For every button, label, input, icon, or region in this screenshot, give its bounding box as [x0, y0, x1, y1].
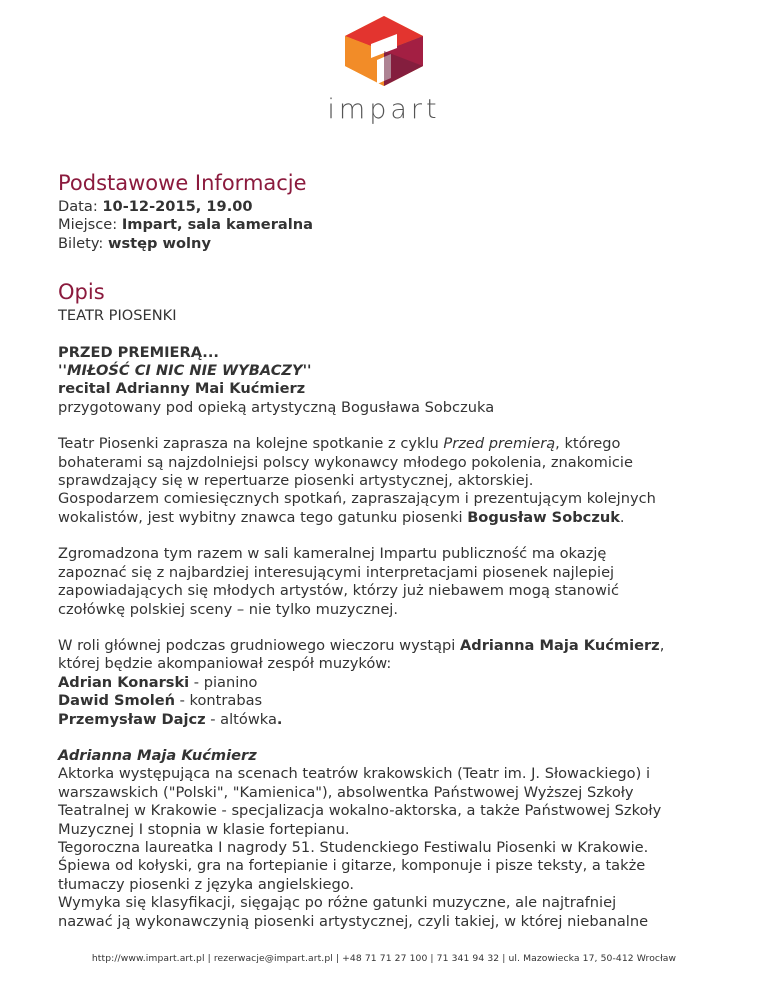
musician-instrument: - pianino: [189, 673, 258, 691]
musician-name: Adrian Konarski: [58, 673, 190, 691]
bio-line-4: Muzycznej I stopnia w klasie fortepianu.: [58, 820, 350, 838]
impart-logo-icon: [339, 14, 429, 88]
bio-line-2: warszawskich ("Polski", "Kamienica"), absolwentka Państwowej Wyższej Szkoły: [58, 783, 634, 801]
section-heading-opis: Opis: [58, 280, 105, 305]
title-line-2: [58, 362, 718, 380]
musician-2: [58, 692, 718, 710]
text: ,: [659, 636, 665, 654]
text: .: [619, 508, 625, 526]
date-label: Data:: [58, 198, 98, 215]
text: W roli głównej podczas grudniowego wieczoru wystąpi: [58, 636, 460, 654]
paragraph-1-line-5: [58, 509, 718, 527]
title-before-premiere: PRZED PREMIERĄ...: [58, 343, 219, 361]
paragraph-2-line-1: Zgromadzona tym razem w sali kameralnej Impartu publiczność ma okazję: [58, 545, 607, 563]
paragraph-1-line-3: sprawdzający się w repertuarze piosenki artystycznej, aktorskiej.: [58, 472, 534, 490]
paragraph-2-line-2: zapoznać się z najbardziej interesującymi interpretacjami piosenek najlepiej: [58, 563, 615, 581]
paragraph-1-line-2: bohaterami są najzdolniejsi polscy wykonawcy młodego pokolenia, znakomicie: [58, 453, 633, 471]
musician-3: [58, 711, 718, 729]
date-value: 10-12-2015, 19.00: [102, 198, 253, 215]
musician-instrument: - altówka: [205, 710, 277, 728]
bio-line-6: Śpiewa od kołyski, gra na fortepianie i gitarze, komponuje i pisze teksty, a także: [58, 857, 646, 875]
tickets-label: Bilety:: [58, 234, 104, 252]
place-line: [58, 216, 718, 234]
bio-line-1: Aktorka występująca na scenach teatrów krakowskich (Teatr im. J. Słowackiego) i: [58, 765, 651, 783]
impart-logo: [0, 14, 768, 125]
bio-artist-name: Adrianna Maja Kućmierz: [58, 746, 257, 764]
tickets-line: [58, 235, 718, 253]
place-label: Miejsce:: [58, 216, 118, 234]
logo-wordmark: impart: [327, 94, 441, 125]
paragraph-1-line-4: Gospodarzem comiesięcznych spotkań, zapraszającym i prezentującym kolejnych: [58, 490, 656, 508]
section-heading-info: Podstawowe Informacje: [58, 171, 307, 195]
musician-name: Przemysław Dajcz: [58, 710, 206, 728]
musician-1: [58, 674, 718, 692]
artist-name: Adrianna Maja Kućmierz: [459, 636, 660, 654]
page-footer: http://www.impart.art.pl | rezerwacje@impart.art.pl | +48 71 71 27 100 | 71 341 94 32 | ul. Mazowiecka 17, 50-412 Wrocław: [91, 953, 677, 964]
text: .: [276, 710, 283, 728]
bio-line-3: Teatralnej w Krakowie - specjalizacja wokalno-aktorska, a także Państwowej Szkoły: [58, 802, 662, 820]
musician-instrument: - kontrabas: [175, 692, 263, 710]
bio-line-5: Tegoroczna laureatka I nagrody 51. Studenckiego Festiwalu Piosenki w Krakowie.: [58, 838, 649, 856]
paragraph-3-line-2: której będzie akompaniował zespół muzyków:: [58, 655, 392, 673]
paragraph-2-line-3: zapowiadających się młodych artystów, którzy już niebawem mogą stanowić: [58, 582, 620, 600]
show-title: MIŁOŚĆ CI NIC NIE WYBACZY: [66, 362, 303, 380]
text: wokalistów, jest wybitny znawca tego gatunku piosenki: [58, 508, 468, 526]
title-line-3: [58, 380, 718, 398]
bio-line-8: Wymyka się klasyfikacji, sięgając po różne gatunki muzyczne, ale najtrafniej: [58, 894, 617, 912]
date-line: [58, 198, 718, 216]
text: Teatr Piosenki zaprasza na kolejne spotkanie z cyklu: [58, 435, 444, 453]
host-name: Bogusław Sobczuk: [467, 508, 620, 526]
paragraph-2-line-4: czołówkę polskiej sceny – nie tylko muzycznej.: [58, 600, 398, 618]
cycle-name: Przed premierą: [443, 435, 556, 453]
quote-open: '': [58, 362, 67, 380]
musician-name: Dawid Smoleń: [58, 692, 176, 710]
place-value: Impart, sala kameralna: [121, 216, 313, 234]
event-document: [58, 170, 718, 931]
bio-line-9: nazwać ją wykonawczynią piosenki artystycznej, czyli takiej, w której niebanalne: [58, 912, 649, 930]
bio-heading: [58, 747, 718, 765]
paragraph-3-line-1: [58, 637, 718, 655]
opis-subtitle: TEATR PIOSENKI: [58, 307, 177, 325]
title-line-1: [58, 344, 718, 362]
bio-line-7: tłumaczy piosenki z języka angielskiego.: [58, 875, 355, 893]
recital-title: recital Adrianny Mai Kućmierz: [58, 380, 306, 398]
text: , którego: [555, 435, 621, 453]
quote-close: '': [302, 362, 312, 380]
paragraph-1-line-1: [58, 435, 718, 453]
title-line-4: przygotowany pod opieką artystyczną Bogusława Sobczuka: [58, 398, 495, 416]
tickets-value: wstęp wolny: [107, 234, 211, 252]
